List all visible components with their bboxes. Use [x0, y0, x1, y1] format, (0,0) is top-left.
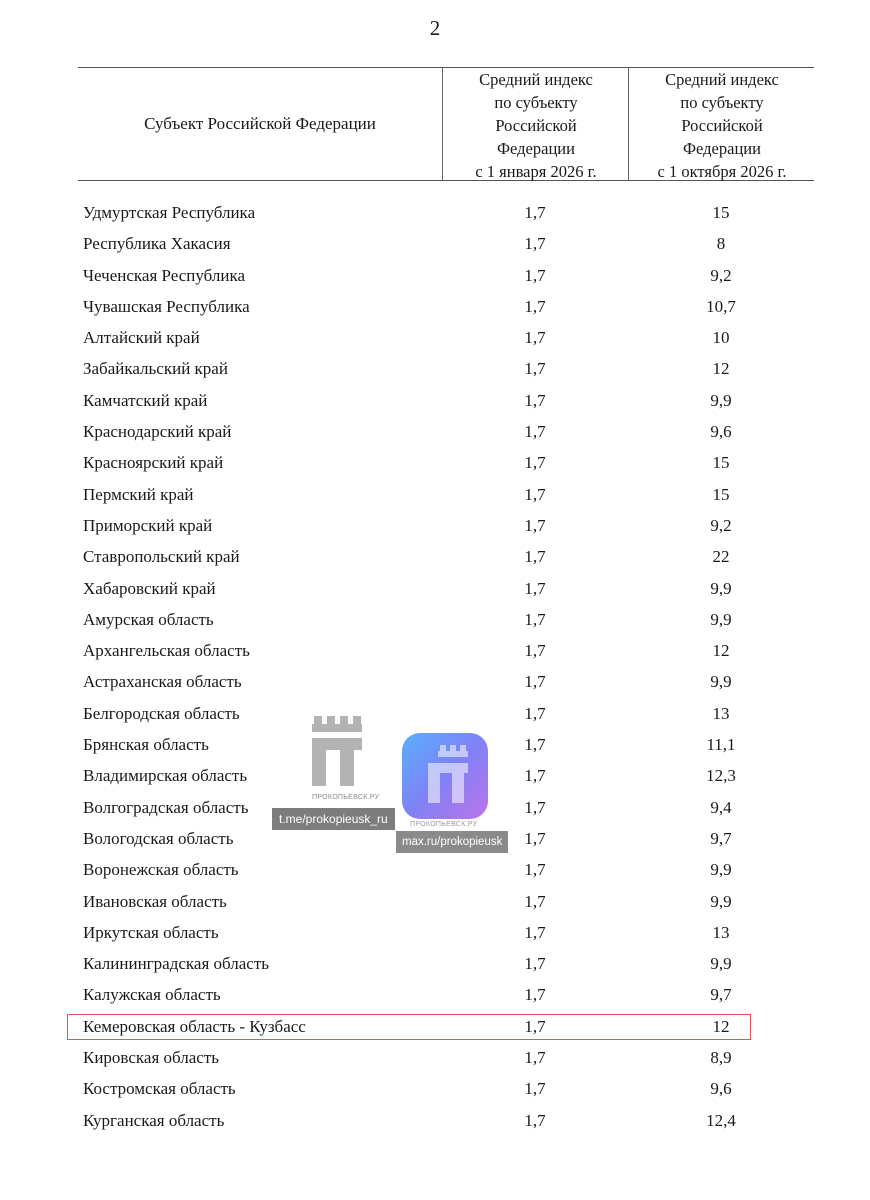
january-index-value: 1,7 — [524, 703, 546, 723]
region-name: Астраханская область — [83, 672, 242, 692]
table-row — [78, 666, 814, 697]
october-index-value: 9,9 — [710, 860, 732, 880]
january-index-value: 1,7 — [524, 296, 546, 316]
region-name: Алтайский край — [83, 328, 200, 348]
header-line: Федерации — [497, 138, 575, 158]
table-row — [78, 447, 814, 478]
table-row — [78, 604, 814, 635]
january-index-value: 1,7 — [524, 234, 546, 254]
header-line: Российской — [681, 115, 763, 135]
table-row — [78, 917, 814, 948]
region-name: Калининградская область — [83, 954, 269, 974]
watermark-handle: t.me/prokopieusk_ru — [272, 808, 395, 830]
january-index-value: 1,7 — [524, 547, 546, 567]
region-name: Белгородская область — [83, 703, 240, 723]
october-index-value: 8,9 — [710, 1048, 732, 1068]
table-row — [78, 416, 814, 447]
october-index-value: 11,1 — [706, 735, 736, 755]
region-name: Чувашская Республика — [83, 296, 250, 316]
region-name: Камчатский край — [83, 390, 208, 410]
table-row — [78, 541, 814, 572]
january-index-value: 1,7 — [524, 422, 546, 442]
october-index-value: 9,2 — [710, 265, 732, 285]
october-index-value: 10 — [712, 328, 730, 348]
october-index-value: 9,7 — [710, 828, 732, 848]
table-row — [78, 1073, 814, 1104]
watermark-telegram — [272, 716, 412, 831]
october-index-value: 12,4 — [706, 1110, 736, 1130]
region-name: Чеченская Республика — [83, 265, 245, 285]
header-line: Средний индекс — [665, 69, 779, 89]
header-subject: Субъект Российской Федерации — [144, 114, 376, 133]
january-index-value: 1,7 — [524, 609, 546, 629]
region-name: Калужская область — [83, 985, 221, 1005]
table-row — [78, 635, 814, 666]
region-name: Хабаровский край — [83, 578, 216, 598]
table-row-highlighted — [78, 1011, 814, 1042]
october-index-value: 8 — [716, 234, 726, 254]
watermark-handle: max.ru/prokopieusk — [396, 831, 508, 853]
october-index-value: 13 — [712, 922, 730, 942]
header-line: по субъекту — [680, 92, 764, 112]
table-row — [78, 353, 814, 384]
table-header — [78, 67, 814, 181]
table-row — [78, 1105, 814, 1136]
region-name: Брянская область — [83, 735, 209, 755]
october-index-value: 9,6 — [710, 422, 732, 442]
january-index-value: 1,7 — [524, 265, 546, 285]
header-line: Российской — [495, 115, 577, 135]
table-row — [78, 948, 814, 979]
table-row — [78, 385, 814, 416]
watermark-site-name: ПРОКОПЬЕВСК.РУ — [410, 821, 478, 828]
region-name: Кемеровская область - Кузбасс — [83, 1016, 306, 1036]
watermark-site-name: ПРОКОПЬЕВСК.РУ — [312, 794, 380, 801]
table-row — [78, 260, 814, 291]
region-name: Костромская область — [83, 1079, 236, 1099]
october-index-value: 9,9 — [710, 390, 732, 410]
october-index-value: 12 — [712, 1016, 730, 1036]
header-line: Федерации — [683, 138, 761, 158]
table-row — [78, 573, 814, 604]
table-row — [78, 1042, 814, 1073]
january-index-value: 1,7 — [524, 390, 546, 410]
january-index-value: 1,7 — [524, 797, 546, 817]
region-name: Курганская область — [83, 1110, 225, 1130]
table-row — [78, 979, 814, 1010]
region-name: Удмуртская Республика — [83, 203, 256, 222]
region-name: Республика Хакасия — [83, 234, 231, 254]
region-name: Кировская область — [83, 1048, 220, 1068]
gradient-logo-icon — [402, 733, 488, 819]
october-index-value: 15 — [712, 453, 730, 473]
january-index-value: 1,7 — [524, 328, 546, 348]
header-line: Средний индекс — [479, 69, 593, 89]
october-index-value: 9,9 — [710, 954, 732, 974]
october-index-value: 22 — [712, 547, 730, 567]
january-index-value: 1,7 — [524, 860, 546, 880]
region-name: Иркутская область — [83, 922, 219, 942]
january-index-value: 1,7 — [524, 203, 546, 222]
january-index-value: 1,7 — [524, 985, 546, 1005]
region-name: Забайкальский край — [83, 359, 228, 379]
table-row — [78, 698, 814, 729]
january-index-value: 1,7 — [524, 1110, 546, 1130]
october-index-value: 9,9 — [710, 609, 732, 629]
table-row — [78, 228, 814, 259]
january-index-value: 1,7 — [524, 484, 546, 504]
header-line: с 1 января 2026 г. — [475, 161, 597, 181]
october-index-value: 15 — [712, 203, 730, 222]
january-index-value: 1,7 — [524, 641, 546, 661]
january-index-value: 1,7 — [524, 766, 546, 786]
table-row — [78, 322, 814, 353]
january-index-value: 1,7 — [524, 453, 546, 473]
october-index-value: 9,9 — [710, 578, 732, 598]
region-name: Ставропольский край — [83, 547, 240, 567]
region-name: Владимирская область — [83, 766, 248, 786]
region-name: Вологодская область — [83, 828, 234, 848]
january-index-value: 1,7 — [524, 1048, 546, 1068]
table-row — [78, 479, 814, 510]
table-row — [78, 854, 814, 885]
region-name: Архангельская область — [83, 641, 250, 661]
january-index-value: 1,7 — [524, 672, 546, 692]
region-name: Воронежская область — [83, 860, 239, 880]
region-name: Ивановская область — [83, 891, 227, 911]
header-october-index — [628, 68, 815, 180]
page-number: 2 — [429, 16, 441, 40]
january-index-value: 1,7 — [524, 954, 546, 974]
october-index-value: 15 — [712, 484, 730, 504]
region-name: Приморский край — [83, 515, 213, 535]
table-row — [78, 291, 814, 322]
table-body — [78, 197, 814, 1136]
header-line: по субъекту — [494, 92, 578, 112]
january-index-value: 1,7 — [524, 359, 546, 379]
october-index-value: 9,4 — [710, 797, 732, 817]
october-index-value: 12 — [712, 359, 730, 379]
october-index-value: 12,3 — [706, 766, 736, 786]
region-name: Амурская область — [83, 609, 214, 629]
tower-logo-icon — [310, 716, 364, 786]
january-index-value: 1,7 — [524, 1079, 546, 1099]
january-index-value: 1,7 — [524, 515, 546, 535]
table-row — [78, 197, 814, 228]
october-index-value: 13 — [712, 703, 730, 723]
january-index-value: 1,7 — [524, 891, 546, 911]
region-name: Пермский край — [83, 484, 194, 504]
region-name: Краснодарский край — [83, 422, 232, 442]
table-row — [78, 886, 814, 917]
october-index-value: 10,7 — [706, 296, 736, 316]
january-index-value: 1,7 — [524, 1016, 546, 1036]
october-index-value: 9,6 — [710, 1079, 732, 1099]
october-index-value: 9,9 — [710, 891, 732, 911]
january-index-value: 1,7 — [524, 735, 546, 755]
january-index-value: 1,7 — [524, 828, 546, 848]
january-index-value: 1,7 — [524, 578, 546, 598]
october-index-value: 9,7 — [710, 985, 732, 1005]
january-index-value: 1,7 — [524, 922, 546, 942]
october-index-value: 9,2 — [710, 515, 732, 535]
watermark-max — [396, 733, 512, 853]
header-january-index — [442, 68, 629, 180]
october-index-value: 9,9 — [710, 672, 732, 692]
region-name: Волгоградская область — [83, 797, 249, 817]
october-index-value: 12 — [712, 641, 730, 661]
region-name: Красноярский край — [83, 453, 224, 473]
table-row — [78, 510, 814, 541]
header-line: с 1 октября 2026 г. — [657, 161, 787, 181]
